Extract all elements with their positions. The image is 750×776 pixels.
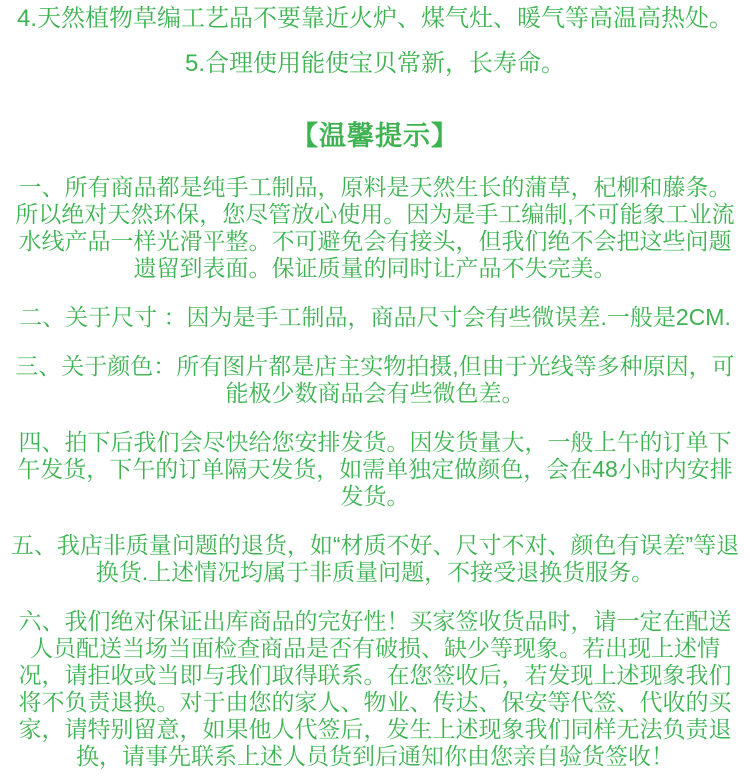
care-tip-4: 4.天然植物草编工艺品不要靠近火炉、煤气灶、暖气等高温高热处。 xyxy=(16,5,733,32)
notice-paragraph-3: 三、关于颜色：所有图片都是店主实物拍摄,但由于光线等多种原因，可能极少数商品会有些微色差。 xyxy=(15,353,735,406)
warm-tips-heading: 【温馨提示】 xyxy=(291,121,459,151)
care-tip-5: 5.合理使用能使宝贝常新，长寿命。 xyxy=(184,50,565,77)
notice-paragraph-2: 二、关于尺寸 ：因为是手工制品，商品尺寸会有些微误差.一般是2CM. xyxy=(19,304,731,330)
notice-paragraph-1: 一、所有商品都是纯手工制品，原料是天然生长的蒲草，杞柳和藤条。所以绝对天然环保，您尽管放心使用。因为是手工编制,不可能象工业流水线产品一样光滑平整。不可避免会有接头，但我们绝不会把这些问题遗留到表面。保证质量的同时让产品不失完美。 xyxy=(15,174,735,281)
notice-paragraph-4: 四、拍下后我们会尽快给您安排发货。因发货量大，一般上午的订单下午发货，下午的订单隔天发货，如需单独定做颜色，会在48小时内安排发货。 xyxy=(17,429,733,509)
notice-paragraph-5: 五、我店非质量问题的退货，如“材质不好、尺寸不对、颜色有误差”等退换货.上述情况均属于非质量问题，不接受退换货服务。 xyxy=(10,532,740,585)
notice-paragraph-6: 六、我们绝对保证出库商品的完好性！买家签收货品时，请一定在配送人员配送当场当面检查商品是否有破损、缺少等现象。若出现上述情况，请拒收或当即与我们取得联系。在您签收后，若发现上述现象我们将不负责退换。对于由您的家人、物业、传达、保安等代签、代收的买家，请特别留意，如果他人代签后，发生上述现象我们同样无法负责退换，请事先联系上述人员货到后通知你由您亲自验货签收！ xyxy=(18,608,732,769)
